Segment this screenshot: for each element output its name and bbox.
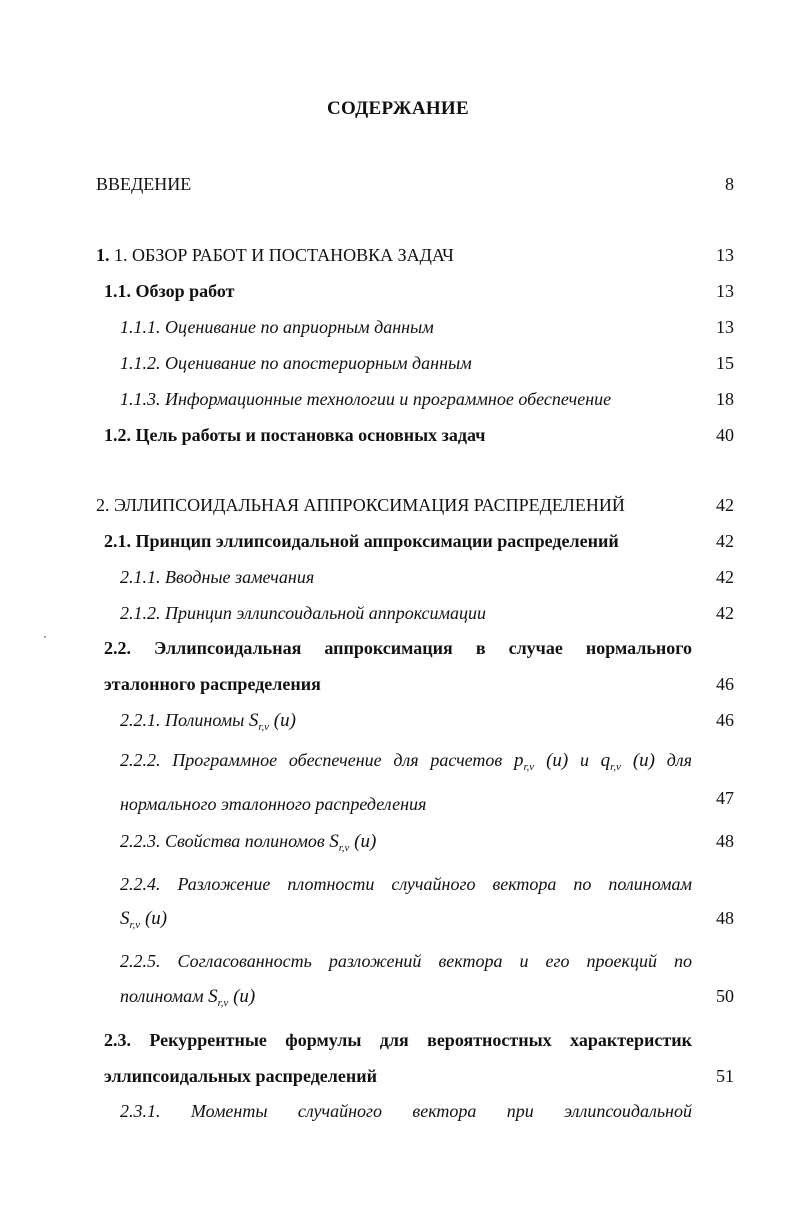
- scan-speck: [44, 636, 46, 638]
- toc-page-number: 8: [725, 174, 734, 194]
- toc-entry-2-2-2[interactable]: 2.2.2. Программное обеспечение для расчетов $p_{r,\nu}$ (u) и $q_{r,\nu}$ (u) для: [120, 750, 693, 773]
- toc-entry-1-1-3[interactable]: 1.1.3. Информационные технологии и программное обеспечение: [120, 389, 612, 409]
- polynomial-symbol: $S_{r,\nu}$ (u): [329, 831, 377, 854]
- toc-page-number: 51: [716, 1066, 734, 1086]
- polynomial-symbol: $S_{r,\nu}$ (u): [120, 908, 168, 931]
- toc-entry-1-1-1[interactable]: 1.1.1. Оценивание по априорным данным: [120, 317, 434, 337]
- toc-page-number: 13: [716, 317, 734, 337]
- toc-page-number: 50: [716, 986, 734, 1006]
- toc-entry-2-2-5-cont[interactable]: полиномам $S_{r,\nu}$ (u): [120, 986, 256, 1009]
- toc-page-number: 42: [716, 495, 734, 515]
- toc-entry-2-2-2-cont[interactable]: нормального эталонного распределения: [120, 794, 427, 814]
- toc-entry-1-1-2[interactable]: 1.1.2. Оценивание по апостериорным данным: [120, 353, 472, 373]
- toc-entry-2-2-1[interactable]: [120, 710, 296, 737]
- toc-page-number: 13: [716, 281, 734, 301]
- entry-text: 2.2.1. Полиномы: [120, 710, 245, 730]
- toc-entry-2-2-4-cont[interactable]: [120, 908, 167, 935]
- toc-entry-introduction[interactable]: ВВЕДЕНИЕ: [96, 174, 192, 194]
- toc-page-number: 40: [716, 425, 734, 445]
- toc-entry-section-2-3[interactable]: 2.3. Рекуррентные формулы для вероятностных характеристик: [104, 1030, 692, 1050]
- toc-entry-2-2-3[interactable]: 2.2.3. Свойства полиномов $S_{r,\nu}$ (u): [120, 831, 377, 854]
- toc-entry-chapter-1[interactable]: 1. 1. ОБЗОР РАБОТ И ПОСТАНОВКА ЗАДАЧ: [96, 245, 454, 265]
- toc-page-number: 42: [716, 531, 734, 551]
- toc-page-number: 46: [716, 674, 734, 694]
- toc-page-number: 48: [716, 831, 734, 851]
- toc-page-number: 48: [716, 908, 734, 928]
- toc-page-number: 46: [716, 710, 734, 730]
- toc-page-number: 15: [716, 353, 734, 373]
- toc-entry-section-2-2-cont[interactable]: эталонного распределения: [104, 674, 321, 694]
- chapter-1-title: 1. ОБЗОР РАБОТ И ПОСТАНОВКА ЗАДАЧ: [114, 245, 454, 265]
- toc-entry-chapter-2[interactable]: 2. ЭЛЛИПСОИДАЛЬНАЯ АППРОКСИМАЦИЯ РАСПРЕДЕЛЕНИЙ: [96, 495, 625, 515]
- toc-page-number: 18: [716, 389, 734, 409]
- polynomial-symbol: $S_{r,\nu}$ (u): [208, 986, 256, 1009]
- toc-entry-2-2-4[interactable]: 2.2.4. Разложение плотности случайного вектора по полиномам: [120, 874, 692, 894]
- toc-page-number: 47: [716, 788, 734, 808]
- toc-entry-section-2-3-cont[interactable]: эллипсоидальных распределений: [104, 1066, 377, 1086]
- toc-page-number: 42: [716, 603, 734, 623]
- toc-entry-2-1-1[interactable]: 2.1.1. Вводные замечания: [120, 567, 315, 587]
- toc-entry-2-2-5[interactable]: 2.2.5. Согласованность разложений вектора и его проекций по: [120, 951, 692, 971]
- toc-entry-section-1-1[interactable]: 1.1. Обзор работ: [104, 281, 235, 301]
- toc-entry-section-2-1[interactable]: 2.1. Принцип эллипсоидальной аппроксимации распределений: [104, 531, 619, 551]
- toc-title: СОДЕРЖАНИЕ: [327, 98, 469, 119]
- toc-entry-2-1-2[interactable]: 2.1.2. Принцип эллипсоидальной аппроксимации: [120, 603, 486, 623]
- p-symbol: $p_{r,\nu}$ (u): [513, 750, 569, 773]
- polynomial-symbol: $S_{r,\nu}$ (u): [248, 710, 296, 733]
- toc-entry-section-2-2[interactable]: 2.2. Эллипсоидальная аппроксимация в случае нормального: [104, 638, 692, 658]
- toc-page-number: 13: [716, 245, 734, 265]
- toc-page-number: 42: [716, 567, 734, 587]
- toc-entry-2-3-1[interactable]: 2.3.1. Моменты случайного вектора при эллипсоидальной: [120, 1101, 692, 1121]
- q-symbol: $q_{r,\nu}$ (u): [600, 750, 655, 773]
- toc-entry-section-1-2[interactable]: 1.2. Цель работы и постановка основных задач: [104, 425, 486, 445]
